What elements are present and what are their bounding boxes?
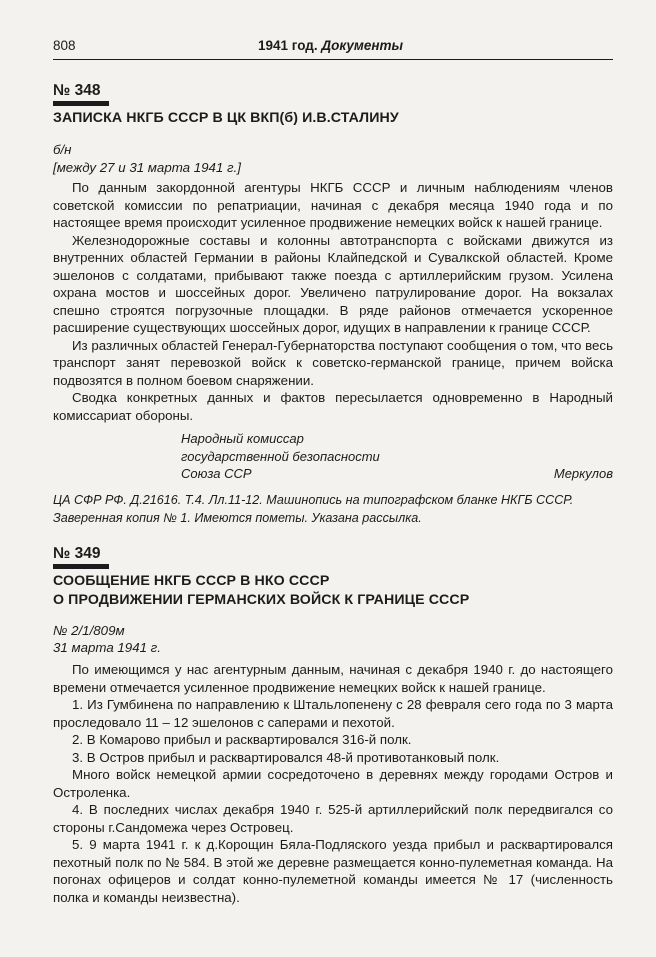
doc-title: [53, 109, 613, 128]
paragraph: 3. В Остров прибыл и расквартировался 48-й противотанковый полк.: [72, 749, 500, 765]
doc-title-line: СООБЩЕНИЕ НКГБ СССР В НКО СССР: [53, 572, 330, 589]
doc-title: [53, 572, 613, 610]
doc-title-line: О ПРОДВИЖЕНИИ ГЕРМАНСКИХ ВОЙСК К ГРАНИЦЕ СССР: [53, 591, 470, 608]
signature-position: [181, 430, 613, 482]
doc-body: [53, 179, 613, 424]
paragraph: Много войск немецкой армии сосредоточено в деревнях между городами Остров и Остроленка.: [53, 767, 613, 800]
paragraph: Железнодорожные составы и колонны автотранспорта с войсками движутся из внутренних областей Германии в районы Клайпедской и Сувалкской областей. Кроме эшелонов с солдатами, прибывают также поезда с артиллерийским грузом. Усилена охрана мостов и шоссейных дорог. Увеличено патрулирование дорог. На вокзалах спешно строятся погрузочные площадки. В ряде районов отмечается ускоренное расширение существующих шоссейных дорог, идущих в направлении к границе СССР.: [53, 232, 613, 336]
archive-note: [53, 492, 613, 526]
running-year: 1941 год.: [258, 38, 318, 53]
doc-number: № 348: [53, 82, 101, 99]
doc-number-underline: [53, 564, 109, 569]
doc-ref: б/н: [53, 142, 72, 157]
paragraph: Из различных областей Генерал-Губернаторства поступают сообщения о том, что весь транспорт занят перевозкой войск к советско-германской границе, причем войска подвозятся в полном боевом снаряжении.: [53, 337, 613, 388]
archive-line: Заверенная копия № 1. Имеются пометы. Указана рассылка.: [53, 510, 422, 525]
doc-number-underline: [53, 101, 109, 106]
document-page: [53, 38, 613, 906]
header-rule: [53, 59, 613, 60]
paragraph: Сводка конкретных данных и фактов пересылается одновременно в Народный комиссариат обороны.: [53, 390, 613, 423]
paragraph: По имеющимся у нас агентурным данным, начиная с декабря 1940 г. до настоящего времени отмечается усиленное продвижение немецких войск к нашей границе.: [53, 662, 613, 695]
doc-date: [между 27 и 31 марта 1941 г.]: [53, 159, 241, 175]
page-header: [53, 38, 613, 58]
paragraph: 1. Из Гумбинена по направлению к Штальлопенену с 28 февраля сего года по 3 марта проследовало 11 – 12 эшелонов с саперами и пехотой.: [53, 697, 613, 730]
doc-number: № 349: [53, 544, 101, 562]
paragraph: 5. 9 марта 1941 г. к д.Корощин Бяла-Подляского уезда прибыл и расквартировался пехотный полк по № 584. В этой же деревне размещается конно-пулеметная команда. На погонах офицеров и солдат конно-пулеметной команды имеется № 17 (численность полка и команды неизвестна).: [53, 837, 613, 905]
doc-ref: № 2/1/809м: [53, 622, 125, 638]
archive-line: ЦА СФР РФ. Д.21616. Т.4. Лл.11-12. Машинопись на типографском бланке НКГБ СССР.: [53, 493, 574, 508]
doc-body: [53, 661, 613, 906]
signature-line: Народный комиссар: [181, 431, 304, 447]
paragraph: 4. В последних числах декабря 1940 г. 525-й артиллерийский полк передвигался со стороны г.Сандомежа через Островец.: [53, 802, 613, 835]
doc-date: 31 марта 1941 г.: [53, 640, 161, 656]
paragraph: 2. В Комарово прибыл и расквартировался 316-й полк.: [72, 732, 412, 747]
signature-line: государственной безопасности: [181, 448, 380, 464]
running-title: [258, 38, 403, 53]
page-number: 808: [53, 38, 76, 53]
doc-title-line: ЗАПИСКА НКГБ СССР В ЦК ВКП(б) И.В.СТАЛИНУ: [53, 110, 399, 126]
paragraph: По данным закордонной агентуры НКГБ СССР и личным наблюдениям членов советской комиссии по репатриации, начиная с декабря месяца 1940 года и по настоящее время происходит усиленное продвижение немецких войск к нашей границе.: [53, 180, 613, 231]
signature-name: Меркулов: [553, 466, 613, 481]
signature-line: Союза ССР: [181, 466, 252, 481]
signature-block: [53, 430, 613, 482]
running-title-italic: Документы: [321, 38, 404, 53]
